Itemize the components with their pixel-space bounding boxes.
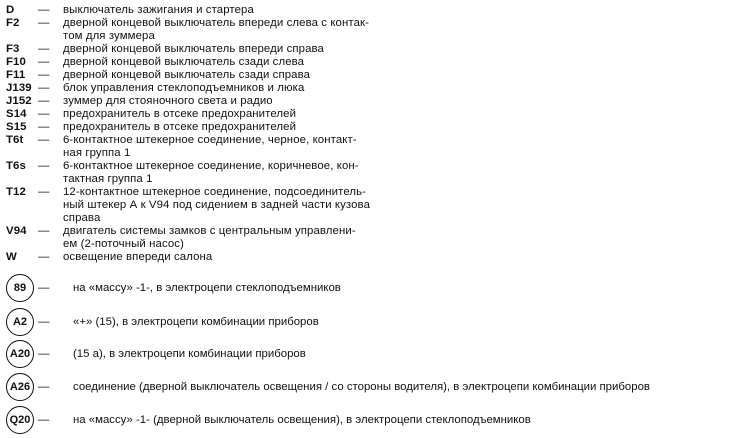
- legend-description: предохранитель в отсеке предохранителей: [63, 121, 297, 133]
- connection-description: соединение (дверной выключатель освещения / со стороны водителя), в электроцепи комбинации приборов: [73, 381, 650, 393]
- connection-description: «+» (15), в электроцепи комбинации приборов: [73, 316, 319, 328]
- legend-code: W: [6, 251, 17, 263]
- legend-code: F3: [6, 43, 20, 55]
- connection-description: (15 а), в электроцепи комбинации приборов: [73, 348, 306, 360]
- legend-dash: —: [38, 108, 50, 120]
- legend-description: блок управления стеклоподъемников и люка: [63, 82, 305, 94]
- legend-description: 12-контактное штекерное соединение, подсоединитель- ный штекер А к V94 под сидением в задней части кузова справа: [63, 186, 371, 225]
- connection-row-a20: [0, 340, 737, 372]
- connection-row-a26: [0, 373, 737, 405]
- legend-dash: —: [38, 134, 50, 146]
- legend-code: T12: [6, 186, 26, 198]
- connection-circle-marker: Q20: [6, 406, 34, 434]
- legend-description: освещение впереди салона: [63, 251, 213, 263]
- connection-description: на «массу» -1- (дверной выключатель освещения), в электроцепи стеклоподъемников: [73, 414, 531, 426]
- legend-description: дверной концевой выключатель сзади слева: [63, 56, 305, 68]
- legend-dash: —: [38, 121, 50, 133]
- legend-dash: —: [38, 160, 50, 172]
- legend-description: дверной концевой выключатель сзади справа: [63, 69, 311, 81]
- legend-dash: —: [38, 225, 50, 237]
- legend-dash: —: [38, 43, 50, 55]
- legend-dash: —: [38, 251, 50, 263]
- legend-description: дверной концевой выключатель впереди слева с контак- том для зуммера: [63, 17, 369, 43]
- legend-code: D: [6, 4, 15, 16]
- legend-code: V94: [6, 225, 27, 237]
- legend-code: J139: [6, 82, 32, 94]
- connection-circle-marker: 89: [6, 274, 34, 302]
- legend-description: двигатель системы замков с центральным управлени- ем (2-поточный насос): [63, 225, 356, 251]
- connection-dash: —: [38, 381, 50, 393]
- legend-code: S14: [6, 108, 27, 120]
- connection-dash: —: [38, 414, 50, 426]
- legend-description: выключатель зажигания и стартера: [63, 4, 254, 16]
- connection-circle-marker: A2: [6, 308, 34, 336]
- connection-circle-marker: A20: [6, 340, 34, 368]
- legend-code: T6s: [6, 160, 26, 172]
- connection-row-a2: [0, 308, 737, 340]
- connection-dash: —: [38, 348, 50, 360]
- legend-description: 6-контактное штекерное соединение, коричневое, кон- тактная группа 1: [63, 160, 359, 186]
- connection-dash: —: [38, 282, 50, 294]
- legend-code: F11: [6, 69, 26, 81]
- legend-dash: —: [38, 69, 50, 81]
- connection-row-89: [0, 274, 737, 306]
- connection-circle-marker: A26: [6, 373, 34, 401]
- legend-description: 6-контактное штекерное соединение, черное, контакт- ная группа 1: [63, 134, 357, 160]
- legend-description: зуммер для стояночного света и радио: [63, 95, 273, 107]
- legend-dash: —: [38, 17, 50, 29]
- connection-description: на «массу» -1-, в электроцепи стеклоподъемников: [73, 282, 341, 294]
- legend-dash: —: [38, 186, 50, 198]
- legend-code: S15: [6, 121, 27, 133]
- connection-row-q20: [0, 406, 737, 438]
- legend-dash: —: [38, 4, 50, 16]
- legend-code: F10: [6, 56, 26, 68]
- connection-dash: —: [38, 316, 50, 328]
- legend-dash: —: [38, 95, 50, 107]
- legend-code: F2: [6, 17, 20, 29]
- legend-description: предохранитель в отсеке предохранителей: [63, 108, 297, 120]
- legend-dash: —: [38, 82, 50, 94]
- legend-code: T6t: [6, 134, 24, 146]
- legend-description: дверной концевой выключатель впереди справа: [63, 43, 324, 55]
- legend-code: J152: [6, 95, 32, 107]
- legend-dash: —: [38, 56, 50, 68]
